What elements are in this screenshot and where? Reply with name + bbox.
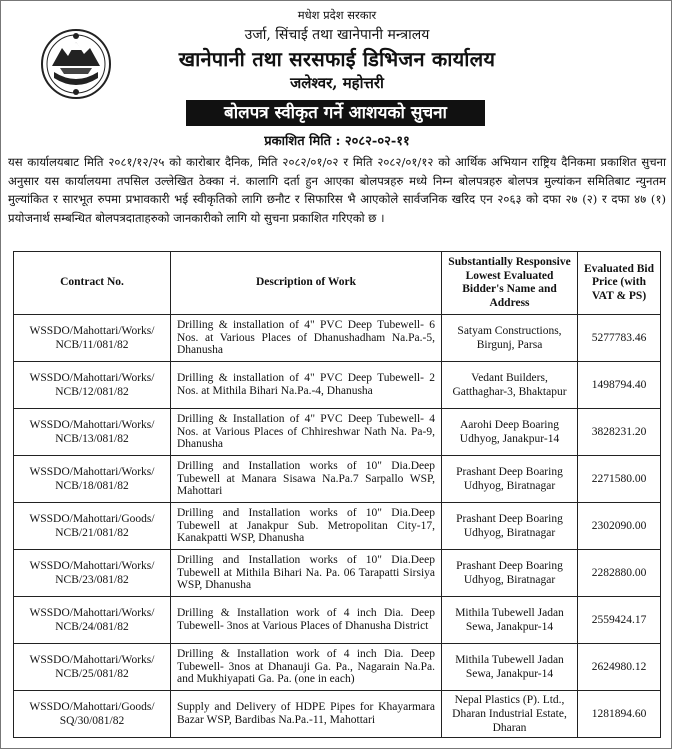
bid-price: 2559424.17 <box>578 597 661 644</box>
table-row <box>14 644 661 691</box>
bidder-name: Aarohi Deep Boaring Udhyog, Janakpur-14 <box>442 409 578 456</box>
work-description: Drilling and Installation works of 10" Dia.Deep Tubewell at Janakpur Sub. Metropolitan City-17, Kanakpatti WSP, Dhanusha <box>171 503 442 550</box>
contract-no: WSSDO/Mahottari/Works/ NCB/12/081/82 <box>14 362 171 409</box>
table-row <box>14 362 661 409</box>
table-row <box>14 456 661 503</box>
office-location: जलेश्वर, महोत्तरी <box>290 74 384 92</box>
work-description: Drilling & installation of 4" PVC Deep Tubewell- 2 Nos. at Mithila Bihari Na.Pa.-4, Dhanusha <box>171 362 442 409</box>
notice-title: बोलपत्र स्वीकृत गर्ने आशयको सुचना <box>186 100 485 126</box>
bidder-name: Satyam Constructions, Birgunj, Parsa <box>442 315 578 362</box>
notice-intro-paragraph: यस कार्यालयबाट मिति २०८१/१२/२५ को कारोबार दैनिक, मिति २०८२/०१/०२ र मिति २०८२/०१/१२ को आर्थिक अभियान राष्ट्रिय दैनिकमा प्रकाशित सुचना अनुसार यस कार्यालयमा तपसिल उल्लेखित ठेक्का नं. कालागि दर्ता हुन आएका बोलपत्रहरु मध्ये निम्न बोलपत्रहरु बोलपत्र मुल्यांकन समितिबाट न्युनतम मुल्यांकित र सारभूत रुपमा प्रभावकारी भई स्वीकृतिको लागि छनौट र सिफारिस भै आएकोले सार्वजनिक खरिद एन २०६३ को दफा २७ (२) र दफा ४७ (१) प्रयोजनार्थ सम्बन्धित बोलपत्रदाताहरुको जानकारीको लागि यो सुचना प्रकाशित गरिएको छ । <box>8 155 666 225</box>
bid-price: 2282880.00 <box>578 550 661 597</box>
contract-no: WSSDO/Mahottari/Goods/ SQ/30/081/82 <box>14 691 171 738</box>
contract-no: WSSDO/Mahottari/Works/ NCB/13/081/82 <box>14 409 171 456</box>
contract-no: WSSDO/Mahottari/Works/ NCB/11/081/82 <box>14 315 171 362</box>
table-row <box>14 691 661 738</box>
bid-price: 3828231.20 <box>578 409 661 456</box>
work-description: Drilling & Installation work of 4 inch Dia. Deep Tubewell- 3nos at Various Places of Dhanusha District <box>171 597 442 644</box>
bidder-name: Prashant Deep Boaring Udhyog, Biratnagar <box>442 456 578 503</box>
work-description: Drilling & installation of 4" PVC Deep Tubewell- 6 Nos. at Various Places of Dhanushadham Na.Pa.-5, Dhanusha <box>171 315 442 362</box>
header-contract-no: Contract No. <box>14 252 171 315</box>
bidder-name: Prashant Deep Boaring Udhyog, Biratnagar <box>442 503 578 550</box>
bidder-name: Prashant Deep Boaring Udhyog, Biratnagar <box>442 550 578 597</box>
work-description: Drilling & Installation of 4" PVC Deep Tubewell- 4 Nos. at Various Places of Chhireshwar Nath Na. Pa-9, Dhanusha <box>171 409 442 456</box>
contract-no: WSSDO/Mahottari/Works/ NCB/23/081/82 <box>14 550 171 597</box>
table-row <box>14 409 661 456</box>
header-price: Evaluated Bid Price (with VAT & PS) <box>578 252 661 315</box>
bid-price: 1281894.60 <box>578 691 661 738</box>
table-row <box>14 503 661 550</box>
header-bidder: Substantially Responsive Lowest Evaluated Bidder's Name and Address <box>442 252 578 315</box>
bid-price: 2624980.12 <box>578 644 661 691</box>
office-name: खानेपानी तथा सरसफाई डिभिजन कार्यालय <box>178 47 496 71</box>
bidder-name: Vedant Builders, Gatthaghar-3, Bhaktapur <box>442 362 578 409</box>
contract-no: WSSDO/Mahottari/Works/ NCB/25/081/82 <box>14 644 171 691</box>
work-description: Drilling & Installation work of 4 inch Dia. Deep Tubewell- 3nos at Dhanauji Ga. Pa., Nagarain Na.Pa. and Mukhiyapati Ga. Pa. (one in each) <box>171 644 442 691</box>
bid-price: 1498794.40 <box>578 362 661 409</box>
contract-no: WSSDO/Mahottari/Works/ NCB/18/081/82 <box>14 456 171 503</box>
table-row <box>14 550 661 597</box>
bidder-name: Mithila Tubewell Jadan Sewa, Janakpur-14 <box>442 597 578 644</box>
header-description: Description of Work <box>171 252 442 315</box>
work-description: Supply and Delivery of HDPE Pipes for Khayarmara Bazar WSP, Bardibas Na.Pa.-11, Mahottari <box>171 691 442 738</box>
bidder-name: Mithila Tubewell Jadan Sewa, Janakpur-14 <box>442 644 578 691</box>
table-header-row <box>14 252 661 315</box>
table-row <box>14 315 661 362</box>
work-description: Drilling and Installation works of 10" Dia.Deep Tubewell at Manara Sisawa Na.Pa.7 Sarpallo WSP, Mahottari <box>171 456 442 503</box>
bid-results-table <box>13 251 661 738</box>
bid-price: 2302090.00 <box>578 503 661 550</box>
ministry-name: उर्जा, सिंचाई तथा खानेपानी मन्त्रालय <box>244 27 430 43</box>
published-date: प्रकाशित मिति : २०८२-०२-११ <box>264 134 410 149</box>
bidder-name: Nepal Plastics (P). Ltd., Dharan Industrial Estate, Dharan <box>442 691 578 738</box>
contract-no: WSSDO/Mahottari/Goods/ NCB/21/081/82 <box>14 503 171 550</box>
contract-no: WSSDO/Mahottari/Works/ NCB/24/081/82 <box>14 597 171 644</box>
table-row <box>14 597 661 644</box>
bid-price: 2271580.00 <box>578 456 661 503</box>
work-description: Drilling and Installation works of 10" Dia.Deep Tubewell at Mithila Bihari Na. Pa. 06 Tarapatti Sirsiya WSP, Dhanusha <box>171 550 442 597</box>
government-name: मधेश प्रदेश सरकार <box>297 8 377 22</box>
bid-price: 5277783.46 <box>578 315 661 362</box>
